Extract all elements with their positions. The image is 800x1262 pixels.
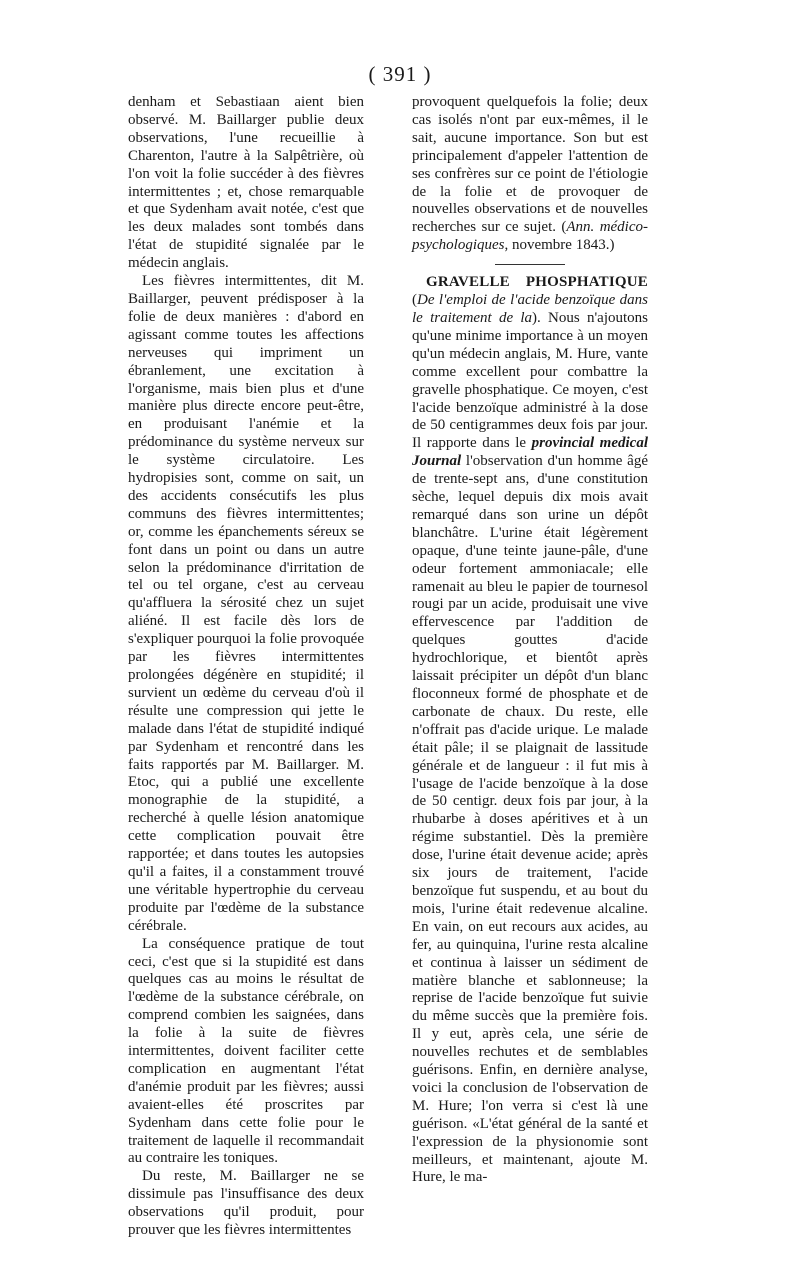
right-paragraph-2	[412, 274, 648, 1187]
left-paragraph-1: denham et Sebastiaan aient bien observé. M. Baillarger publie deux observations, l'une recueillie à Charenton, l'autre à la Salpêtrière, où l'on voit la folie succéder à des fièvres intermittentes ; et, chose remarquable et que Sydenham avait notée, c'est que les deux malades sont tombés dans l'état de stupidité signalée par le médecin anglais.	[128, 94, 364, 272]
section-subtitle: De l'emploi de l'acide benzoïque dans le traitement de la	[412, 292, 648, 326]
right-paragraph-1-end: , novembre 1843.)	[504, 237, 615, 254]
source-citation: Ann. médico-psychologiques	[412, 219, 648, 254]
subtitle-close: ).	[532, 309, 541, 326]
left-paragraph-3: La conséquence pratique de tout ceci, c'est que si la stupidité est dans quelques cas au moins le résultat de l'œdème de la substance cérébrale, on comprend combien les saignées, dans la folie à la suite de fièvres intermittentes, doivent faciliter cette complication en augmentant l'état d'anémie produit par les fièvres; aussi avaient-elles été proscrites par Sydenham dans cette folie pour le traitement de laquelle il recommandait au contraire les toniques.	[128, 935, 364, 1167]
heading-open-paren: (	[412, 292, 417, 309]
journal-title: provincial medical Journal	[412, 435, 648, 470]
right-paragraph-1-text: provoquent quelquefois la folie; deux cas isolés n'ont par eux-mêmes, il le sait, aucune importance. Son but est principalement d'appeler l'attention de ses confrères sur ce point de l'étiologie de la folie et de provoquer de nouvelles observations et de nouvelles recherches sur ce sujet. (	[412, 94, 648, 236]
left-paragraph-4: Du reste, M. Baillarger ne se dissimule pas l'insuffisance des deux observations qu'il produit, pour prouver que les fièvres intermittentes	[128, 1168, 364, 1239]
section-divider	[495, 264, 565, 265]
right-paragraph-2-start: Nous n'ajoutons qu'une minime importance à un moyen qu'un médecin anglais, M. Hure, vante comme excellent pour combattre la gravelle phosphatique. Ce moyen, c'est l'acide benzoïque administré à la dose de 50 centigrammes deux fois par jour. Il rapporte dans le	[412, 309, 648, 452]
section-heading: GRAVELLE PHOSPHATIQUE	[426, 274, 648, 291]
right-paragraph-2-rest: l'observation d'un homme âgé de trente-sept ans, d'une constitution sèche, lequel depuis dix mois avait remarqué dans son urine un dépôt blanchâtre. L'urine était légèrement opaque, d'une teinte jaune-pâle, d'une odeur fortement ammoniacale; elle ramenait au bleu le papier de tournesol rougi par un acide, produisait une vive effervescence par l'addition de quelques gouttes d'acide hydrochlorique, et bientôt après laissait précipiter un dépôt d'un blanc floconneux formé de phosphate et de carbonate de chaux. Du reste, elle n'offrait pas d'acide urique. Le malade était pâle; il se plaignait de lassitude générale et de langueur : il fut mis à l'usage de l'acide benzoïque à la dose de 50 centigr. deux fois par jour, à la rhubarbe à doses apéritives et à un régime substantiel. Dès la première dose, l'urine était devenue acide; après six jours de traitement, l'acide benzoïque fut suspendu, et au bout du mois, l'urine était redevenue alcaline. En vain, on eut recours aux acides, au fer, au quinquina, l'urine resta alcaline et continua à laisser un sédiment de matière blanche et sablonneuse; la reprise de l'acide benzoïque fut suivie du même succès que la première fois. Il y eut, après cela, une série de nouvelles rechutes et de semblables guérisons. Enfin, en dernière analyse, voici la conclusion de l'observation de M. Hure; l'on verra si c'est là une guérison. «L'état général de la santé et l'expression de la physionomie sont meilleurs, et maintenant, ajoute M. Hure, le ma-	[412, 453, 648, 1186]
left-paragraph-2: Les fièvres intermittentes, dit M. Baillarger, peuvent prédisposer à la folie de deux manières : d'abord en agissant comme toutes les affections nerveuses qui impriment un ébranlement, une excitation à l'organisme, mais bien plus et d'une manière plus directe encore peut-être, en produisant l'anémie et la prédominance du système nerveux sur le système circulatoire. Les hydropisies sont, comme on sait, un des accidents consécutifs les plus communs des fièvres intermittentes; or, comme les épanchements séreux se font dans un point ou dans un autre selon la prédominance d'irritation de tel ou tel organe, c'est au cerveau qu'affluera la sérosité chez un sujet aliéné. Il est facile dès lors de s'expliquer pourquoi la folie provoquée par les fièvres intermittentes prolongées dégénère en stupidité; il survient un œdème du cerveau d'où il résulte une compression qui jette le malade dans l'état de stupidité indiqué par Sydenham et rencontré dans les faits rapportés par M. Baillarger. M. Etoc, qui a publié une excellente monographie de la stupidité, a recherché à quelle lésion anatomique cette complication pouvait être rapportée; et dans toutes les autopsies qu'il a faites, il a constamment trouvé une véritable hypertrophie du cerveau produite par l'œdème de la substance cérébrale.	[128, 273, 364, 934]
right-paragraph-1	[412, 94, 648, 255]
left-column	[128, 94, 364, 1240]
right-column	[412, 94, 648, 1187]
page-number: ( 391 )	[368, 62, 432, 86]
